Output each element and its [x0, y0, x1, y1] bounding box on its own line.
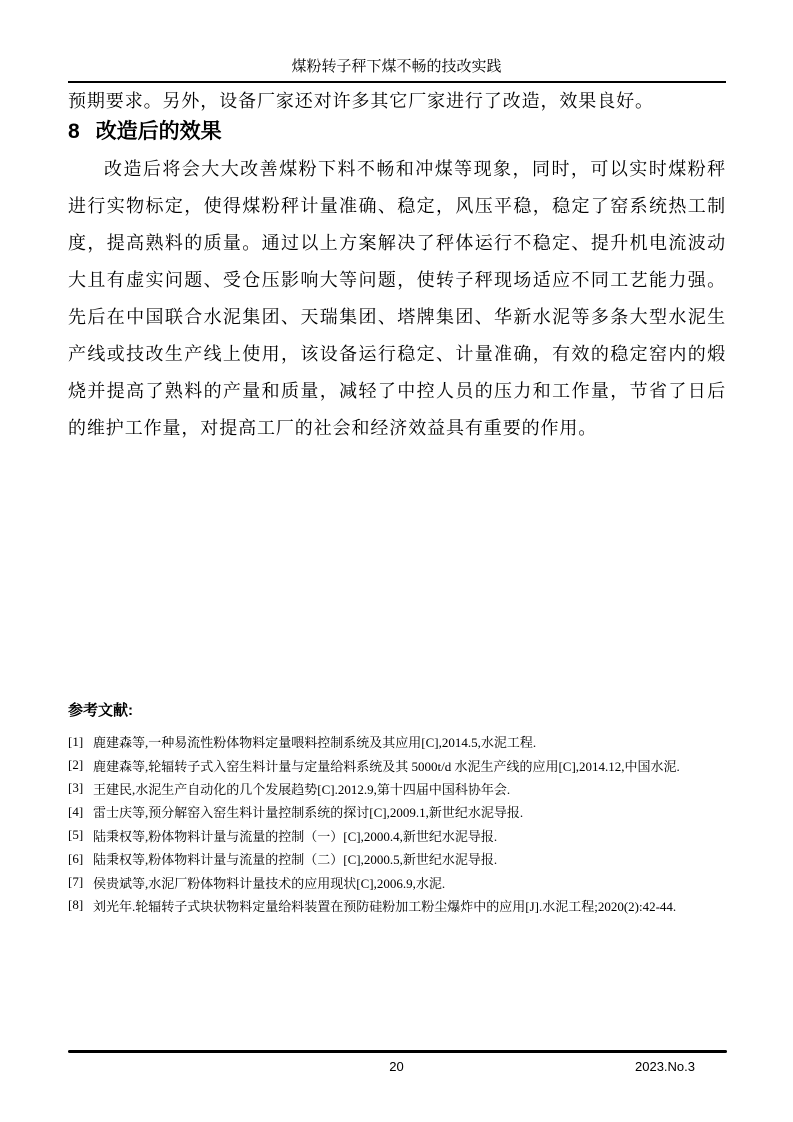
reference-item: [68, 824, 728, 847]
reference-text: 陆秉权等,粉体物料计量与流量的控制（二）[C],2000.5,新世纪水泥导报.: [93, 852, 498, 868]
reference-number: [1]: [68, 733, 84, 749]
reference-item: [68, 730, 728, 753]
references-heading: 参考文献:: [68, 702, 133, 719]
header-rule: [68, 81, 726, 83]
section-number: 8: [68, 120, 80, 143]
reference-text: 侯贵斌等,水泥厂粉体物料计量技术的应用现状[C],2006.9,水泥.: [93, 875, 446, 891]
section-heading: [68, 117, 725, 147]
issue-number: 2023.No.3: [635, 1059, 695, 1074]
reference-text: 雷士庆等,预分解窑入窑生料计量控制系统的探讨[C],2009.1,新世纪水泥导报.: [93, 805, 524, 821]
reference-number: [6]: [68, 850, 84, 866]
reference-item: [68, 800, 728, 823]
footer-rule: [68, 1050, 727, 1053]
reference-number: [2]: [68, 757, 84, 773]
reference-item: [68, 777, 728, 800]
reference-number: [4]: [68, 803, 84, 819]
body-paragraph: 改造后将会大大改善煤粉下料不畅和冲煤等现象，同时，可以实时煤粉秤进行实物标定，使得煤粉秤计量准确、稳定，风压平稳，稳定了窑系统热工制度，提高熟料的质量。通过以上方案解决了秤体运行不稳定、提升机电流波动大且有虚实问题、受仓压影响大等问题，使转子秤现场适应不同工艺能力强。先后在中国联合水泥集团、天瑞集团、塔牌集团、华新水泥等多条大型水泥生产线或技改生产线上使用，该设备运行稳定、计量准确，有效的稳定窑内的煅烧并提高了熟料的产量和质量，减轻了中控人员的压力和工作量，节省了日后的维护工作量，对提高工厂的社会和经济效益具有重要的作用。: [68, 159, 726, 438]
reference-number: [7]: [68, 874, 84, 890]
section-title: 改造后的效果: [95, 120, 222, 143]
references-list: [68, 730, 728, 917]
reference-text: 陆秉权等,粉体物料计量与流量的控制（一）[C],2000.4,新世纪水泥导报.: [93, 828, 498, 844]
reference-number: [8]: [68, 897, 84, 913]
reference-number: [3]: [68, 780, 84, 796]
page-number: 20: [389, 1059, 404, 1074]
running-title: 煤粉转子秤下煤不畅的技改实践: [291, 59, 502, 75]
reference-item: [68, 894, 728, 917]
continuation-text: 预期要求。另外，设备厂家还对许多其它厂家进行了改造，效果良好。: [68, 91, 654, 111]
reference-text: 刘光年.轮辐转子式块状物料定量给料装置在预防硅粉加工粉尘爆炸中的应用[J].水泥工程;2020(2):42-44.: [93, 898, 677, 914]
reference-item: [68, 847, 728, 870]
reference-number: [5]: [68, 827, 84, 843]
reference-text: 鹿建森等,一种易流性粉体物料定量喂料控制系统及其应用[C],2014.5,水泥工程.: [93, 735, 537, 751]
reference-text: 王建民,水泥生产自动化的几个发展趋势[C].2012.9,第十四届中国科协年会.: [93, 781, 511, 797]
reference-item: [68, 753, 728, 776]
reference-item: [68, 870, 728, 893]
reference-text: 鹿建森等,轮辐转子式入窑生料计量与定量给料系统及其 5000t/d 水泥生产线的应用[C],2014.12,中国水泥.: [93, 758, 680, 774]
